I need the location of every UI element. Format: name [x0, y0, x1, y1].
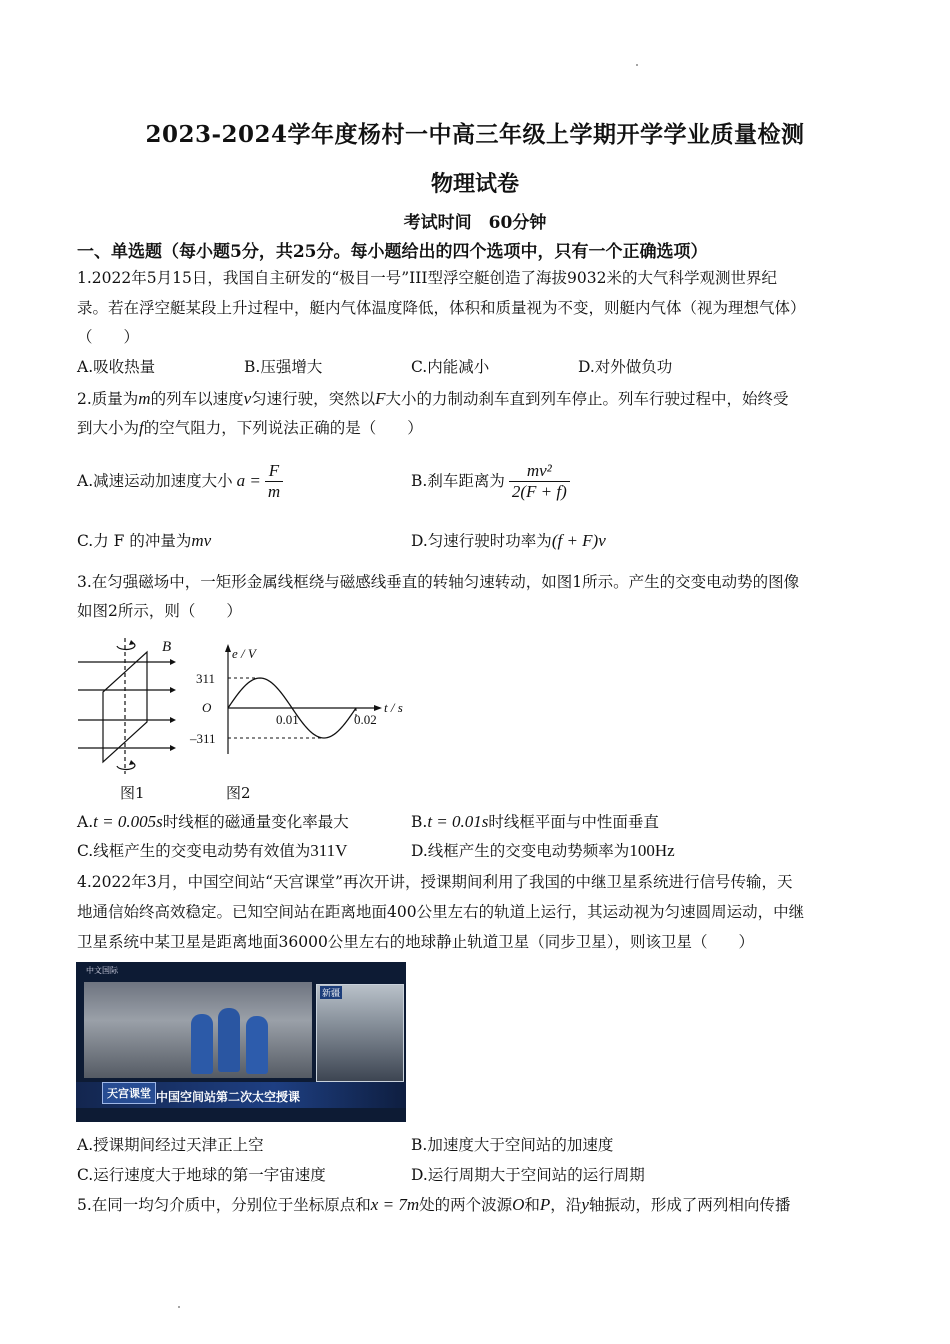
y-tick-label: –311: [190, 731, 216, 746]
space-class-photo: [76, 962, 406, 1122]
q2-option-c-text: C.力 F 的冲量为: [77, 532, 192, 550]
q2-option-d: [411, 531, 606, 551]
q2-option-b-fraction: [509, 461, 570, 502]
astronaut: [246, 1016, 268, 1074]
q2-text: 大小的力制动刹车直到列车停止。列车行驶过程中，始终受: [385, 390, 789, 408]
q2-symbol-F: F: [375, 389, 386, 408]
q5-text: 5.在同一均匀介质中，分别位于坐标原点和: [77, 1196, 371, 1214]
q3-option-b-label: B.: [411, 813, 428, 831]
q1-line2: 录。若在浮空艇某段上升过程中，艇内气体温度降低，体积和质量视为不变，则艇内气体（视为理想气体）: [77, 299, 806, 317]
q3-option-b: [411, 812, 659, 832]
q2-symbol-f: f: [139, 418, 144, 437]
q2-text: 2.质量为: [77, 390, 139, 408]
q4-line1: 4.2022年3月，中国空间站“天宫课堂”再次开讲，授课期间利用了我国的中继卫星系统进行信号传输，天: [77, 873, 793, 891]
q2-option-b-text: B.刹车距离为: [411, 472, 505, 490]
arrow-head: [170, 745, 176, 751]
fraction-numerator: mv²: [509, 461, 570, 482]
x-tick-label: 0.01: [276, 712, 299, 727]
q1-option-c: C.内能减小: [411, 358, 490, 376]
astronaut: [191, 1014, 213, 1074]
x-axis-label: t / s: [384, 700, 403, 715]
q1-line1: 1.2022年5月15日，我国自主研发的“极目一号”III型浮空艇创造了海拔9032米的大气科学观测世界纪: [77, 269, 777, 287]
q3-option-c-expr: 311V: [310, 841, 348, 860]
y-axis-arrow: [225, 644, 231, 652]
banner-text: 中国空间站第二次太空授课: [156, 1090, 301, 1104]
q5-text: 处的两个波源: [419, 1196, 513, 1214]
q5-symbol-O: O: [512, 1195, 525, 1214]
fraction-denominator: 2(F + f): [511, 481, 567, 501]
q4-line3: 卫星系统中某卫星是距离地面36000公里左右的地球静止轨道卫星（同步卫星），则该卫星（ ）: [77, 933, 755, 951]
arrow-head: [170, 659, 176, 665]
q3-option-a-expr: t = 0.005s: [93, 812, 163, 831]
q4-line2: 地通信始终高效稳定。已知空间站在距离地面400公里左右的轨道上运行，其运动视为匀速圆周运动，中继: [77, 903, 805, 921]
scan-dot-top: [636, 64, 638, 66]
q4-option-b: B.加速度大于空间站的加速度: [411, 1136, 614, 1154]
y-tick-label: 311: [196, 671, 216, 686]
q2-line1: [77, 389, 789, 409]
q1-line3: （ ）: [77, 328, 140, 346]
q3-option-c-text: C.线框产生的交变电动势有效值为: [77, 842, 311, 860]
q2-option-c: [77, 531, 211, 551]
figure-2-emf-chart: [190, 640, 403, 758]
exam-title: 2023-2024学年度杨村一中高三年级上学期开学学业质量检测: [145, 121, 805, 148]
arrow-head: [170, 687, 176, 693]
origin-label: O: [202, 700, 212, 715]
scan-dot-bottom: [178, 1306, 180, 1308]
q5-text: 轴振动，形成了两列相向传播: [588, 1196, 791, 1214]
q2-option-a: [77, 456, 283, 506]
q2-symbol-v: v: [243, 389, 252, 408]
q2-text: 到大小为: [77, 419, 140, 437]
q3-option-a-label: A.: [77, 813, 94, 831]
q2-text: 匀速行驶，突然以: [251, 390, 376, 408]
q5-line1: [77, 1195, 790, 1215]
q3-line2: 如图2所示，则（ ）: [77, 602, 242, 620]
q2-text: 的列车以速度: [150, 390, 244, 408]
q3-option-d-text: D.线框产生的交变电动势频率为: [411, 842, 630, 860]
section-heading: 一、单选题（每小题5分，共25分。每小题给出的四个选项中，只有一个正确选项）: [77, 242, 708, 262]
q2-option-d-text: D.匀速行驶时功率为: [411, 532, 552, 550]
q1-option-d: D.对外做负功: [578, 358, 673, 376]
q3-line1: 3.在匀强磁场中，一矩形金属线框绕与磁感线垂直的转轴匀速转动，如图1所示。产生的交变电动势的图像: [77, 573, 800, 591]
q3-option-a-text: 时线框的磁通量变化率最大: [162, 813, 349, 831]
q2-text: 的空气阻力，下列说法正确的是（ ）: [143, 419, 423, 437]
q3-option-c: [77, 841, 347, 861]
figure-1-caption: 图1: [120, 784, 145, 802]
q1-option-a: A.吸收热量: [77, 358, 156, 376]
q2-option-a-fraction: [265, 461, 283, 502]
channel-logo: 中文国际: [86, 966, 118, 975]
q2-symbol-m: m: [138, 389, 151, 408]
q2-option-a-text: A.减速运动加速度大小: [77, 472, 233, 490]
q4-option-a: A.授课期间经过天津正上空: [77, 1136, 264, 1154]
arrow-head: [170, 717, 176, 723]
q5-symbol-P: P: [539, 1195, 551, 1214]
q3-option-d-expr: 100Hz: [629, 841, 675, 860]
q2-line2: [77, 418, 423, 438]
q3-option-d: [411, 841, 675, 861]
q2-option-b: [411, 453, 570, 509]
subject-title: 物理试卷: [430, 171, 519, 197]
x-axis-arrow: [374, 705, 382, 711]
x-tick-label: 0.02: [354, 712, 377, 727]
y-axis-label: e / V: [232, 646, 256, 661]
q2-option-c-expr: mv: [191, 531, 212, 550]
q4-option-d: D.运行周期大于空间站的运行周期: [411, 1166, 645, 1184]
inset-label: 新疆: [322, 988, 341, 998]
field-label: B: [162, 639, 172, 655]
q5-symbol-y: y: [581, 1195, 589, 1214]
q3-option-a: [77, 812, 349, 832]
figure-1-coil-diagram: [76, 632, 196, 780]
q2-option-d-expr: (f + F)v: [551, 531, 606, 550]
q5-text: ，沿: [550, 1196, 582, 1214]
q4-option-c: C.运行速度大于地球的第一宇宙速度: [77, 1166, 326, 1184]
program-logo: 天宫课堂: [102, 1082, 156, 1104]
q5-expr: x = 7m: [370, 1195, 420, 1214]
q3-option-b-text: 时线框平面与中性面垂直: [488, 813, 659, 831]
q2-option-a-lhs: a =: [236, 471, 261, 490]
astronaut: [218, 1008, 240, 1072]
fraction-denominator: m: [267, 481, 281, 501]
fraction-numerator: F: [265, 461, 283, 482]
exam-time: 考试时间 60分钟: [403, 213, 547, 233]
q5-text: 和: [524, 1196, 540, 1214]
figure-2-caption: 图2: [226, 784, 251, 802]
q3-option-b-expr: t = 0.01s: [427, 812, 489, 831]
q1-option-b: B.压强增大: [244, 358, 323, 376]
